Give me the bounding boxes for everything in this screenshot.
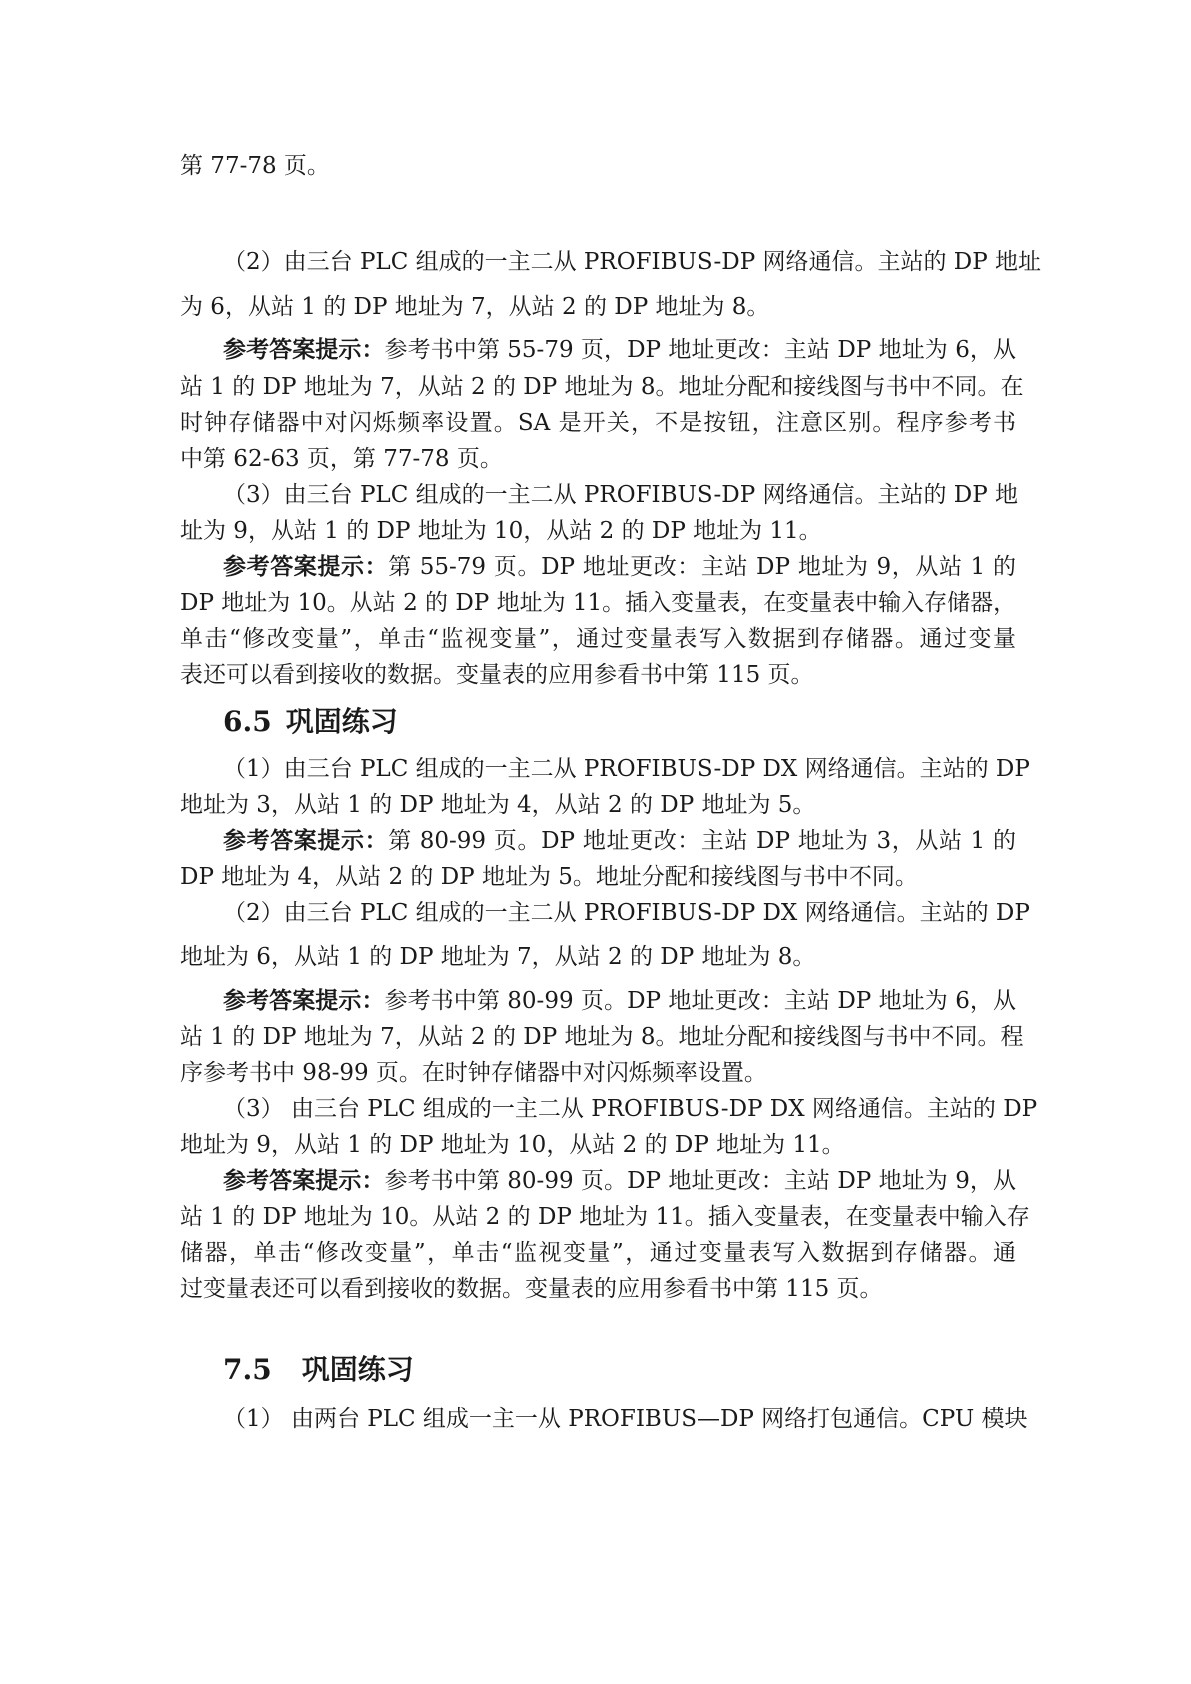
question-line: （1） 由两台 PLC 组成一主一从 PROFIBUS—DP 网络打包通信。CPU 模块: [223, 1406, 1028, 1432]
text-line: 为 6，从站 1 的 DP 地址为 7，从站 2 的 DP 地址为 8。: [180, 294, 770, 320]
text-line: DP 地址为 4，从站 2 的 DP 地址为 5。地址分配和接线图与书中不同。: [180, 864, 918, 890]
answer-text: 参考书中第 55-79 页，DP 地址更改：主站 DP 地址为 6，从: [384, 337, 1017, 363]
answer-line: [223, 1165, 1016, 1197]
text-line: 单击“修改变量”，单击“监视变量”，通过变量表写入数据到存储器。通过变量: [180, 626, 1016, 652]
text-line: 站 1 的 DP 地址为 7，从站 2 的 DP 地址为 8。地址分配和接线图与书中不同。程: [180, 1024, 1024, 1050]
section-heading: [223, 1352, 414, 1388]
question-line: （3） 由三台 PLC 组成的一主二从 PROFIBUS-DP DX 网络通信。主站的 DP: [223, 1096, 1038, 1122]
answer-line: [223, 551, 1016, 583]
answer-text: 参考书中第 80-99 页。DP 地址更改：主站 DP 地址为 6，从: [384, 988, 1017, 1014]
text-line: 过变量表还可以看到接收的数据。变量表的应用参看书中第 115 页。: [180, 1276, 883, 1302]
text-line: DP 地址为 10。从站 2 的 DP 地址为 11。插入变量表，在变量表中输入存储器，: [180, 590, 1017, 616]
answer-line: [223, 334, 1016, 366]
section-heading: [223, 704, 398, 740]
answer-text: 参考书中第 80-99 页。DP 地址更改：主站 DP 地址为 9，从: [384, 1168, 1017, 1194]
text-line: 储器，单击“修改变量”，单击“监视变量”，通过变量表写入数据到存储器。通: [180, 1240, 1016, 1266]
section-title: 巩固练习: [285, 705, 398, 738]
text-line: 中第 62-63 页，第 77-78 页。: [180, 446, 503, 472]
question-line: （2）由三台 PLC 组成的一主二从 PROFIBUS-DP 网络通信。主站的 DP 地址: [223, 249, 1042, 275]
answer-text: 第 80-99 页。DP 地址更改：主站 DP 地址为 3，从站 1 的: [388, 828, 1016, 854]
text-line: 第 77-78 页。: [180, 153, 330, 179]
answer-label: 参考答案提示：: [223, 553, 389, 580]
text-line: 时钟存储器中对闪烁频率设置。SA 是开关，不是按钮，注意区别。程序参考书: [180, 410, 1016, 436]
question-line: （3）由三台 PLC 组成的一主二从 PROFIBUS-DP 网络通信。主站的 DP 地: [223, 482, 1019, 508]
text-line: 序参考书中 98-99 页。在时钟存储器中对闪烁频率设置。: [180, 1060, 767, 1086]
question-line: （1）由三台 PLC 组成的一主二从 PROFIBUS-DP DX 网络通信。主站的 DP: [223, 756, 1030, 782]
section-number: 6.5: [223, 705, 272, 738]
text-line: 表还可以看到接收的数据。变量表的应用参看书中第 115 页。: [180, 662, 814, 688]
answer-label: 参考答案提示：: [223, 987, 385, 1014]
answer-label: 参考答案提示：: [223, 1167, 385, 1194]
answer-label: 参考答案提示：: [223, 336, 385, 363]
answer-label: 参考答案提示：: [223, 827, 389, 854]
text-line: 地址为 3，从站 1 的 DP 地址为 4，从站 2 的 DP 地址为 5。: [180, 792, 816, 818]
text-line: 地址为 6，从站 1 的 DP 地址为 7，从站 2 的 DP 地址为 8。: [180, 944, 816, 970]
text-line: 站 1 的 DP 地址为 10。从站 2 的 DP 地址为 11。插入变量表，在变量表中输入存: [180, 1204, 1030, 1230]
answer-line: [223, 985, 1016, 1017]
section-number: 7.5: [223, 1353, 272, 1386]
answer-text: 第 55-79 页。DP 地址更改：主站 DP 地址为 9，从站 1 的: [388, 554, 1016, 580]
answer-line: [223, 825, 1016, 857]
section-title: 巩固练习: [301, 1353, 414, 1386]
question-line: （2）由三台 PLC 组成的一主二从 PROFIBUS-DP DX 网络通信。主站的 DP: [223, 900, 1030, 926]
text-line: 址为 9，从站 1 的 DP 地址为 10，从站 2 的 DP 地址为 11。: [180, 518, 822, 544]
text-line: 地址为 9，从站 1 的 DP 地址为 10，从站 2 的 DP 地址为 11。: [180, 1132, 845, 1158]
text-line: 站 1 的 DP 地址为 7，从站 2 的 DP 地址为 8。地址分配和接线图与书中不同。在: [180, 374, 1024, 400]
